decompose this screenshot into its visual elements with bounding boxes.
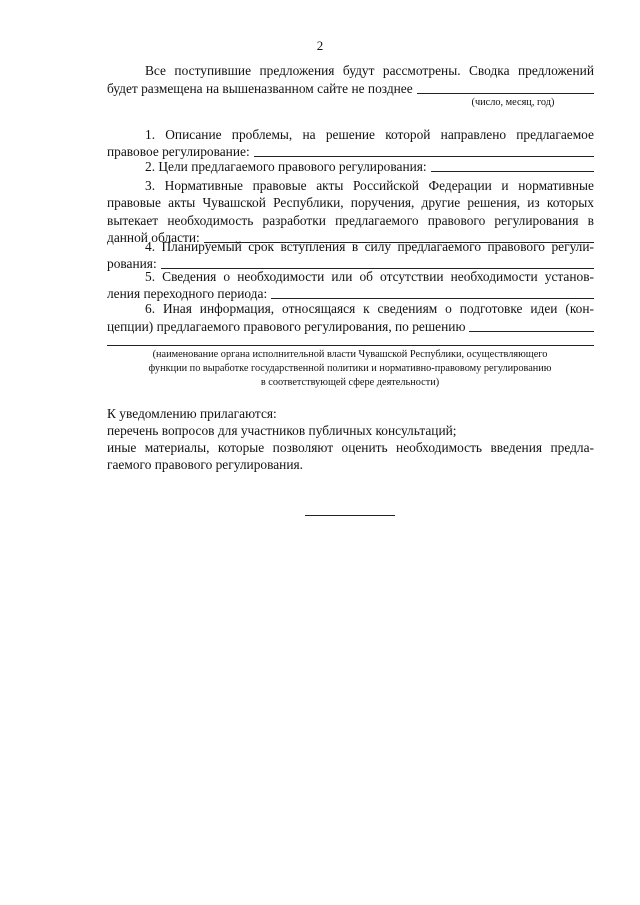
item-5-blank	[271, 285, 594, 299]
item-2-text: 2. Цели предлагаемого правового регулирования:	[145, 159, 427, 174]
closing-separator	[305, 515, 395, 516]
attachments-heading: К уведомлению прилагаются:	[107, 406, 277, 421]
intro-line-2-text: будет размещена на вышеназванном сайте не позднее	[107, 81, 413, 96]
item-6-line-2-text: цепции) предлагаемого правового регулирования, по решению	[107, 319, 466, 334]
attachment-2-line-2: гаемого правового регулирования.	[107, 457, 304, 472]
item-1-blank	[254, 143, 594, 157]
date-caption: (число, месяц, год)	[471, 97, 555, 108]
authority-blank	[107, 345, 594, 346]
attachment-1: перечень вопросов для участников публичных консультаций;	[107, 423, 457, 438]
page-number: 2	[316, 38, 324, 53]
attachment-2-line-1: иные материалы, которые позволяют оценить необходимость введения предла-	[107, 440, 594, 455]
authority-caption-line-3: в соответствующей сфере деятельности)	[260, 377, 440, 388]
item-1-line-2-text: правовое регулирование:	[107, 144, 250, 159]
item-5-line-2-text: ления переходного периода:	[107, 286, 268, 301]
item-4-line-1: 4. Планируемый срок вступления в силу предлагаемого правового регули-	[145, 239, 594, 254]
item-1-line-1: 1. Описание проблемы, на решение которой направлено предлагаемое	[145, 127, 594, 142]
authority-caption-line-1: (наименование органа исполнительной власти Чувашской Республики, осуществляющего	[152, 349, 548, 360]
intro-line-1: Все поступившие предложения будут рассмотрены. Сводка предложений	[145, 63, 594, 78]
item-4-blank	[161, 255, 594, 269]
item-5-line-1: 5. Сведения о необходимости или об отсутствии необходимости установ-	[145, 269, 594, 284]
item-6-line-1: 6. Иная информация, относящаяся к сведениям о подготовке идеи (кон-	[145, 301, 594, 316]
date-blank	[417, 80, 594, 94]
item-3-line-4-text: данной области:	[107, 230, 200, 245]
item-6-line-2	[107, 318, 594, 336]
item-6-blank	[469, 318, 594, 332]
item-4-line-2-text: рования:	[107, 256, 157, 271]
authority-caption-line-2: функции по выработке государственной политики и нормативно-правовому регулированию	[148, 363, 552, 374]
item-2-blank	[431, 158, 594, 172]
item-3-line-2: правовые акты Чувашской Республики, поручения, другие решения, из которых	[107, 195, 594, 210]
item-3-line-3: вытекает необходимость разработки предлагаемого правового регулирования в	[107, 213, 594, 228]
item-3-line-1: 3. Нормативные правовые акты Российской Федерации и нормативные	[145, 178, 594, 193]
item-2-line	[145, 158, 594, 176]
